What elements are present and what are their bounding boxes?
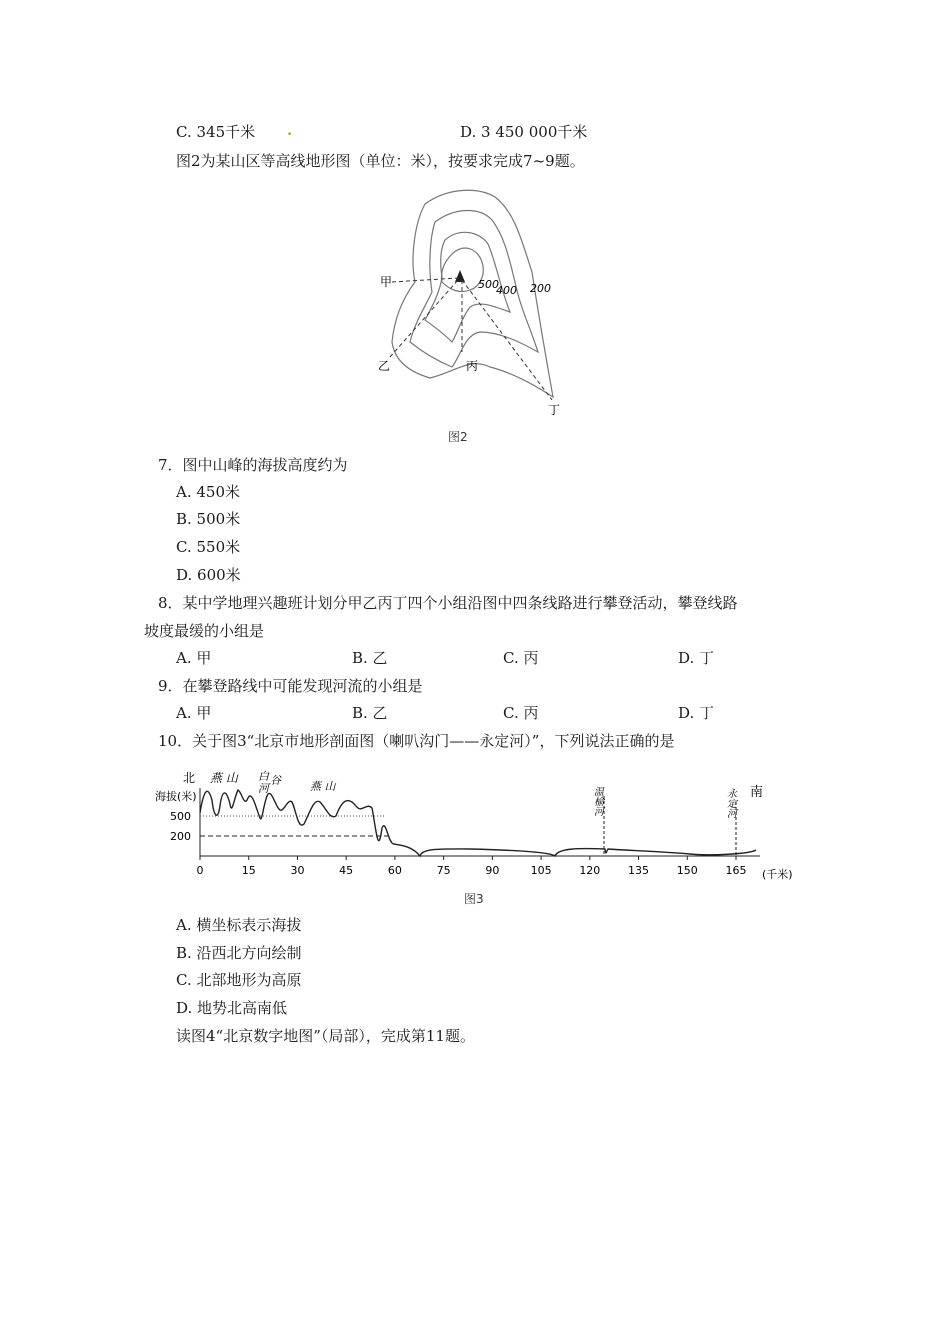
q7-option-d: D. 600米 <box>176 566 241 584</box>
contour-map-figure <box>370 182 570 422</box>
xtick-label-0: 0 <box>196 864 204 877</box>
label-river2: 温榆河 <box>591 786 603 816</box>
q8-option-d: D. 丁 <box>678 649 715 667</box>
xtick-label-120: 120 <box>579 864 601 877</box>
q9-option-a: A. 甲 <box>176 704 212 722</box>
q10-option-a: A. 横坐标表示海拔 <box>176 916 302 934</box>
contour-500 <box>441 248 483 292</box>
intro-fig2: 图2为某山区等高线地形图（单位：米），按要求完成7~9题。 <box>176 152 585 170</box>
label-jia: 甲 <box>380 275 393 289</box>
q7-option-b: B. 500米 <box>176 510 241 528</box>
xtick-label-105: 105 <box>530 864 552 877</box>
label-bing: 丙 <box>466 359 479 373</box>
xtick-label-135: 135 <box>628 864 650 877</box>
q8-option-b: B. 乙 <box>352 649 388 667</box>
label-north: 北 <box>183 771 196 785</box>
xtick-label-45: 45 <box>339 864 354 877</box>
stray-dot: . <box>287 121 293 139</box>
q8-option-a: A. 甲 <box>176 649 212 667</box>
intro-fig4: 读图4“北京数字地图”（局部），完成第11题。 <box>176 1027 475 1045</box>
q9-option-b: B. 乙 <box>352 704 388 722</box>
xtick-label-15: 15 <box>241 864 256 877</box>
q8-option-c: C. 丙 <box>503 649 539 667</box>
q9-option-d: D. 丁 <box>678 704 715 722</box>
q7-stem: 7．图中山峰的海拔高度约为 <box>158 456 348 474</box>
q10-stem: 10．关于图3“北京市地形剖面图（喇叭沟门——永定河）”，下列说法正确的是 <box>158 732 675 750</box>
label-yi: 乙 <box>378 359 391 373</box>
xtick-label-90: 90 <box>485 864 500 877</box>
xtick-label-165: 165 <box>725 864 747 877</box>
q8-stem-line1: 8．某中学地理兴趣班计划分甲乙丙丁四个小组沿图中四条线路进行攀登活动，攀登线路 <box>158 594 738 612</box>
x-axis-unit: (千米) <box>762 868 793 881</box>
label-south: 南 <box>750 785 764 800</box>
y-axis-label: 海拔(米) <box>155 790 197 803</box>
label-mountain2: 燕 山 <box>310 780 336 793</box>
label-200: 200 <box>530 282 551 295</box>
fig3-caption: 图3 <box>464 892 484 906</box>
q7-option-a: A. 450米 <box>176 483 240 501</box>
river1-char-1: 白 <box>258 770 269 783</box>
q10-option-c: C. 北部地形为高原 <box>176 971 302 989</box>
option-c: C. 345千米 <box>176 123 256 141</box>
ytick-500: 500 <box>170 810 191 823</box>
river1-char-2: 河 <box>258 782 269 795</box>
ytick-200: 200 <box>170 830 191 843</box>
route-jia <box>392 278 458 282</box>
label-ding: 丁 <box>548 403 561 417</box>
terrain-line <box>200 790 756 856</box>
q9-stem: 9．在攀登路线中可能发现河流的小组是 <box>158 677 423 695</box>
xtick-label-150: 150 <box>676 864 698 877</box>
route-yi <box>390 280 458 357</box>
label-river3: 永定河 <box>724 788 736 818</box>
route-ding <box>462 280 552 400</box>
label-400: 400 <box>496 284 517 297</box>
q10-option-b: B. 沿西北方向绘制 <box>176 944 302 962</box>
label-500: 500 <box>478 278 499 291</box>
xtick-label-75: 75 <box>436 864 451 877</box>
label-mountain1: 燕 山 <box>210 771 238 785</box>
label-valley: 谷 <box>270 774 281 787</box>
xtick-label-60: 60 <box>387 864 402 877</box>
q8-stem-line2: 坡度最缓的小组是 <box>144 622 265 640</box>
option-d: D. 3 450 000千米 <box>460 123 588 141</box>
peak-icon <box>455 270 465 282</box>
q7-option-c: C. 550米 <box>176 538 241 556</box>
fig2-caption: 图2 <box>448 430 468 444</box>
q9-option-c: C. 丙 <box>503 704 539 722</box>
xtick-label-30: 30 <box>290 864 305 877</box>
terrain-profile-figure <box>150 768 800 888</box>
q10-option-d: D. 地势北高南低 <box>176 999 288 1017</box>
